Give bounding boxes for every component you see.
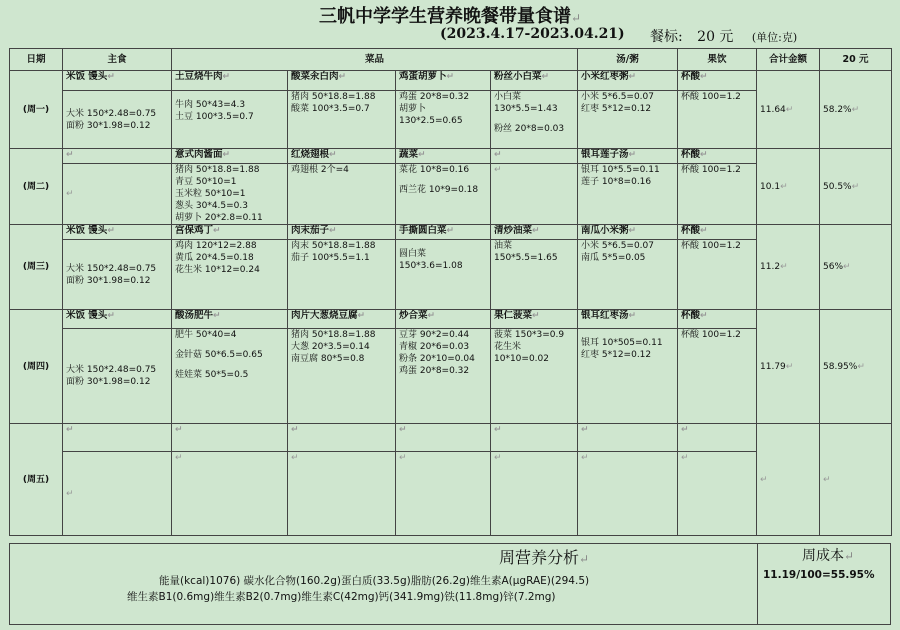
ingredient-line: 小米 5*6.5=0.07 <box>581 92 654 102</box>
total-amount-text: 11.2 <box>760 262 781 272</box>
paragraph-mark-icon: ↵ <box>213 311 221 321</box>
staple-ingredients <box>63 164 172 225</box>
staple-name <box>63 71 172 91</box>
dish-name <box>396 310 491 329</box>
fruit-name-text: 杯酸 <box>681 225 701 236</box>
dish-name <box>491 71 578 91</box>
header-fruit: 果饮 <box>678 49 757 71</box>
paragraph-mark-icon: ↵ <box>581 453 589 463</box>
ingredient-line: 青豆 50*10=1 <box>175 177 237 187</box>
total-amount-text: 11.64 <box>760 104 786 115</box>
paragraph-mark-icon: ↵ <box>628 72 637 82</box>
ingredient-line <box>494 115 574 123</box>
cost-percentage-text: 50.5% <box>823 181 852 192</box>
dish-ingredients <box>172 452 288 536</box>
soup-ingredients <box>578 329 678 424</box>
soup-name-text: 南瓜小米粥 <box>581 225 629 236</box>
dish-name-text: 鸡蛋胡萝卜 <box>399 71 447 82</box>
ingredient-line: 青椒 20*6=0.03 <box>399 342 470 352</box>
ingredient-line: 面粉 30*1.98=0.12 <box>66 120 151 131</box>
soup-name-text: 银耳莲子汤 <box>581 149 629 160</box>
soup-name-text: 银耳红枣汤 <box>581 310 629 321</box>
total-amount <box>757 424 820 536</box>
ingredient-line: 大米 150*2.48=0.75 <box>66 365 157 375</box>
ingredient-line: 花生米 10*12=0.24 <box>175 265 260 275</box>
ingredient-line: 南瓜 5*5=0.05 <box>581 253 646 263</box>
meal-standard-value: 20 元 <box>697 29 734 45</box>
dish-ingredients <box>491 452 578 536</box>
total-amount <box>757 149 820 225</box>
paragraph-mark-icon: ↵ <box>399 453 407 463</box>
dish-name <box>491 225 578 240</box>
dish-ingredients <box>396 91 491 149</box>
dish-ingredients <box>491 240 578 310</box>
paragraph-mark-icon: ↵ <box>66 150 74 160</box>
ingredient-line <box>175 91 284 99</box>
day-label: (周三) <box>10 225 63 310</box>
paragraph-mark-icon: ↵ <box>532 311 540 321</box>
paragraph-mark-icon: ↵ <box>785 104 794 115</box>
paragraph-mark-icon: ↵ <box>681 425 689 435</box>
dish-name <box>172 71 288 91</box>
paragraph-mark-icon: ↵ <box>780 181 788 192</box>
day-name-row <box>10 225 892 240</box>
ingredient-line: 大葱 20*3.5=0.14 <box>291 342 370 352</box>
dish-name-text: 手撕圆白菜 <box>399 225 447 236</box>
weekly-cost-value: 11.19/100=55.95% <box>763 569 875 581</box>
ingredient-line: 面粉 30*1.98=0.12 <box>66 377 151 387</box>
staple-name <box>63 225 172 240</box>
dish-name <box>396 225 491 240</box>
paragraph-mark-icon: ↵ <box>107 311 115 321</box>
day-name-row <box>10 310 892 329</box>
soup-name <box>578 225 678 240</box>
ingredient-line: 黄瓜 20*4.5=0.18 <box>175 253 254 263</box>
staple-name-text: 米饭 馒头 <box>66 225 108 236</box>
ingredient-line: 西兰花 10*9=0.18 <box>399 185 479 195</box>
nutrition-analysis <box>9 543 756 623</box>
soup-name <box>578 424 678 452</box>
soup-name <box>578 149 678 164</box>
paragraph-mark-icon: ↵ <box>329 226 337 236</box>
cost-percentage-text: 58.95% <box>823 361 858 372</box>
ingredient-line: 鸡肉 120*12=2.88 <box>175 241 257 251</box>
dish-ingredients <box>396 240 491 310</box>
paragraph-mark-icon: ↵ <box>291 425 299 435</box>
ingredient-line: 肉末 50*18.8=1.88 <box>291 241 376 251</box>
dish-name-text: 果仁菠菜 <box>494 310 533 321</box>
soup-ingredients <box>578 164 678 225</box>
paragraph-mark-icon: ↵ <box>446 226 455 236</box>
ingredient-line: 胡萝卜 20*2.8=0.11 <box>175 213 263 223</box>
staple-ingredients <box>63 452 172 536</box>
dish-name-text: 炒合菜 <box>399 310 428 321</box>
soup-ingredients <box>578 91 678 149</box>
unit-note: (单位:克) <box>751 31 798 44</box>
dish-ingredients <box>396 452 491 536</box>
paragraph-mark-icon: ↵ <box>357 311 366 321</box>
dish-ingredients <box>491 164 578 225</box>
ingredient-line: 银耳 10*5.5=0.11 <box>581 165 660 175</box>
dish-ingredients <box>288 452 396 536</box>
dish-ingredients <box>491 329 578 424</box>
staple-ingredients <box>63 329 172 424</box>
ingredient-line: 130*5.5=1.43 <box>494 104 558 114</box>
paragraph-mark-icon: ↵ <box>843 262 851 272</box>
paragraph-mark-icon: ↵ <box>494 425 502 435</box>
ingredient-line: 红枣 5*12=0.12 <box>581 350 652 360</box>
ingredient-line: 红枣 5*12=0.12 <box>581 104 652 114</box>
fruit-ingredients <box>678 329 757 424</box>
ingredient-line <box>399 240 487 248</box>
header-dishes: 菜品 <box>172 49 578 71</box>
ingredient-line: 小米 5*6.5=0.07 <box>581 241 654 251</box>
soup-name <box>578 71 678 91</box>
cost-percentage <box>820 310 892 424</box>
total-amount-text: 11.79 <box>760 361 786 372</box>
analysis-title <box>499 545 589 568</box>
paragraph-mark-icon: ↵ <box>329 150 337 160</box>
header-date: 日期 <box>10 49 63 71</box>
ingredient-line: 杯酸 100=1.2 <box>681 241 741 251</box>
dish-name-text: 意式肉酱面 <box>175 149 223 160</box>
fruit-name <box>678 71 757 91</box>
day-name-row <box>10 71 892 91</box>
page-title-text: 三帆中学学生营养晚餐带量食谱 <box>318 6 571 27</box>
paragraph-mark-icon: ↵ <box>107 72 115 82</box>
fruit-name <box>678 149 757 164</box>
dish-name <box>491 149 578 164</box>
dish-name <box>288 149 396 164</box>
dish-name-text: 酸汤肥牛 <box>175 310 214 321</box>
paragraph-mark-icon: ↵ <box>760 474 768 485</box>
fruit-ingredients <box>678 452 757 536</box>
analysis-title-text: 周营养分析 <box>499 548 580 567</box>
paragraph-mark-icon: ↵ <box>446 72 455 82</box>
meal-standard-label: 餐标: <box>650 29 683 45</box>
paragraph-mark-icon: ↵ <box>851 104 860 115</box>
paragraph-mark-icon: ↵ <box>700 150 708 160</box>
dish-name-text: 宫保鸡丁 <box>175 225 214 236</box>
ingredient-line: 大米 150*2.48=0.75 <box>66 108 157 119</box>
meal-standard <box>650 26 797 46</box>
ingredient-line: 土豆 100*3.5=0.7 <box>175 112 254 122</box>
dish-name <box>172 424 288 452</box>
header-20yuan: 20 元 <box>820 49 892 71</box>
ingredient-line: 杯酸 100=1.2 <box>681 92 741 102</box>
staple-ingredients <box>63 91 172 149</box>
day-name-row <box>10 424 892 452</box>
dish-name <box>288 424 396 452</box>
paragraph-mark-icon: ↵ <box>628 150 637 160</box>
ingredient-line: 油菜 <box>494 241 513 251</box>
dish-ingredients <box>288 164 396 225</box>
ingredient-line: 猪肉 50*18.8=1.88 <box>291 92 376 102</box>
paragraph-mark-icon: ↵ <box>851 181 860 192</box>
weekly-cost-title <box>802 545 854 565</box>
paragraph-mark-icon: ↵ <box>823 474 831 485</box>
ingredient-line: 猪肉 50*18.8=1.88 <box>291 330 376 340</box>
dish-name <box>288 310 396 329</box>
analysis-line-2: 维生素B1(0.6mg)维生素B2(0.7mg)维生素C(42mg)钙(341.9mg)铁(11.8mg)锌(7.2mg) <box>127 591 556 603</box>
day-label: (周一) <box>10 71 63 149</box>
day-label: (周二) <box>10 149 63 225</box>
dish-ingredients <box>288 329 396 424</box>
ingredient-line <box>175 361 284 369</box>
staple-name-text: 米饭 馒头 <box>66 71 108 82</box>
dish-name <box>396 71 491 91</box>
staple-name-text: 米饭 馒头 <box>66 310 108 321</box>
paragraph-mark-icon: ↵ <box>628 311 637 321</box>
paragraph-mark-icon: ↵ <box>66 189 74 199</box>
ingredient-line: 圆白菜 <box>399 249 427 259</box>
cost-percentage-text: 58.2% <box>823 104 852 115</box>
ingredient-line <box>175 341 284 349</box>
paragraph-mark-icon: ↵ <box>494 165 502 175</box>
ingredient-line: 150*3.6=1.08 <box>399 261 463 271</box>
header-total: 合计金额 <box>757 49 820 71</box>
dish-name <box>288 225 396 240</box>
dish-name-text: 清炒油菜 <box>494 225 533 236</box>
dish-name <box>396 424 491 452</box>
soup-ingredients <box>578 452 678 536</box>
paragraph-mark-icon: ↵ <box>175 453 183 463</box>
paragraph-mark-icon: ↵ <box>66 425 74 435</box>
ingredient-line: 杯酸 100=1.2 <box>681 330 741 340</box>
soup-name <box>578 310 678 329</box>
dish-name <box>491 310 578 329</box>
dish-ingredients <box>288 91 396 149</box>
paragraph-mark-icon: ↵ <box>857 361 865 372</box>
ingredient-line: 面粉 30*1.98=0.12 <box>66 275 151 286</box>
fruit-name <box>678 310 757 329</box>
paragraph-mark-icon: ↵ <box>66 488 74 499</box>
ingredient-line: 酸菜 100*3.5=0.7 <box>291 104 370 114</box>
dish-name-text: 粉丝小白菜 <box>494 71 542 82</box>
ingredient-line: 茄子 100*5.5=1.1 <box>291 253 370 263</box>
fruit-ingredients <box>678 91 757 149</box>
total-amount-text: 10.1 <box>760 181 781 192</box>
dish-ingredients <box>172 91 288 149</box>
staple-name <box>63 424 172 452</box>
ingredient-line: 南豆腐 80*5=0.8 <box>291 354 365 364</box>
paragraph-mark-icon: ↵ <box>844 549 855 563</box>
cost-percentage-text: 56% <box>823 262 844 272</box>
dish-name-text: 蔬菜 <box>399 149 419 160</box>
paragraph-mark-icon: ↵ <box>175 425 183 435</box>
fruit-name-text: 杯酸 <box>681 71 701 82</box>
paragraph-mark-icon: ↵ <box>291 453 299 463</box>
ingredient-line: 花生米 <box>494 342 522 352</box>
ingredient-line: 130*2.5=0.65 <box>399 116 463 126</box>
ingredient-line: 胡萝卜 <box>399 104 427 114</box>
ingredient-line: 菜花 10*8=0.16 <box>399 165 470 175</box>
dish-ingredients <box>396 164 491 225</box>
paragraph-mark-icon: ↵ <box>628 226 637 236</box>
ingredient-line: 鸡蛋 20*8=0.32 <box>399 366 470 376</box>
fruit-name <box>678 424 757 452</box>
paragraph-mark-icon: ↵ <box>418 150 426 160</box>
ingredient-line <box>399 176 487 184</box>
ingredient-line: 玉米粒 50*10=1 <box>175 189 246 199</box>
dish-ingredients <box>288 240 396 310</box>
cost-percentage <box>820 225 892 310</box>
ingredient-line: 小白菜 <box>494 92 522 102</box>
dish-name <box>172 149 288 164</box>
ingredient-line: 金针菇 50*6.5=0.65 <box>175 350 263 360</box>
dish-name-text: 酸菜汆白肉 <box>291 71 339 82</box>
paragraph-mark-icon: ↵ <box>107 226 115 236</box>
paragraph-mark-icon: ↵ <box>581 425 589 435</box>
dish-ingredients <box>396 329 491 424</box>
ingredient-line: 猪肉 50*18.8=1.88 <box>175 165 260 175</box>
paragraph-mark-icon: ↵ <box>700 311 708 321</box>
dish-name-text: 肉片大葱烧豆腐 <box>291 310 358 321</box>
ingredient-line: 10*10=0.02 <box>494 354 549 364</box>
subtitle-line <box>0 26 900 46</box>
soup-name-text: 小米红枣粥 <box>581 71 629 82</box>
ingredient-line: 葱头 30*4.5=0.3 <box>175 201 248 211</box>
dish-name <box>491 424 578 452</box>
dish-name-text: 肉末茄子 <box>291 225 330 236</box>
paragraph-mark-icon: ↵ <box>213 226 221 236</box>
ingredient-line: 菠菜 150*3=0.9 <box>494 330 565 340</box>
paragraph-mark-icon: ↵ <box>700 226 708 236</box>
paragraph-mark-icon: ↵ <box>494 453 502 463</box>
ingredient-line <box>581 329 674 337</box>
paragraph-mark-icon: ↵ <box>427 311 436 321</box>
ingredient-line: 杯酸 100=1.2 <box>681 165 741 175</box>
paragraph-mark-icon: ↵ <box>222 72 231 82</box>
paragraph-mark-icon: ↵ <box>700 72 708 82</box>
paragraph-mark-icon: ↵ <box>570 11 582 25</box>
staple-name <box>63 149 172 164</box>
paragraph-mark-icon: ↵ <box>541 72 550 82</box>
total-amount <box>757 71 820 149</box>
ingredient-line: 牛肉 50*43=4.3 <box>175 100 246 110</box>
dish-ingredients <box>172 164 288 225</box>
ingredient-line: 鸡翅根 2个=4 <box>291 165 349 175</box>
day-label: (周四) <box>10 310 63 424</box>
paragraph-mark-icon: ↵ <box>681 453 689 463</box>
ingredient-line: 粉丝 20*8=0.03 <box>494 124 565 134</box>
ingredient-line: 鸡蛋 20*8=0.32 <box>399 92 470 102</box>
menu-table <box>9 48 892 536</box>
day-label: (周五) <box>10 424 63 536</box>
paragraph-mark-icon: ↵ <box>338 72 347 82</box>
ingredient-line: 莲子 10*8=0.16 <box>581 177 652 187</box>
dish-name <box>172 225 288 240</box>
day-name-row <box>10 149 892 164</box>
ingredient-line: 银耳 10*505=0.11 <box>581 338 663 348</box>
analysis-line-1: 能量(kcal)1076) 碳水化合物(160.2g)蛋白质(33.5g)脂肪(26.2g)维生素A(μgRAE)(294.5) <box>159 575 590 587</box>
date-range: (2023.4.17-2023.04.21) <box>440 26 625 42</box>
ingredient-line: 豆芽 90*2=0.44 <box>399 330 470 340</box>
staple-ingredients <box>63 240 172 310</box>
header-soup: 汤/粥 <box>578 49 678 71</box>
paragraph-mark-icon: ↵ <box>222 150 231 160</box>
paragraph-mark-icon: ↵ <box>532 226 540 236</box>
cost-percentage <box>820 424 892 536</box>
paragraph-mark-icon: ↵ <box>399 425 407 435</box>
dish-ingredients <box>172 329 288 424</box>
page-title <box>0 2 900 28</box>
fruit-name-text: 杯酸 <box>681 149 701 160</box>
dish-ingredients <box>491 91 578 149</box>
ingredient-line: 肥牛 50*40=4 <box>175 330 237 340</box>
paragraph-mark-icon: ↵ <box>780 262 788 272</box>
ingredient-line: 大米 150*2.48=0.75 <box>66 263 157 274</box>
dish-name <box>288 71 396 91</box>
paragraph-mark-icon: ↵ <box>494 150 502 160</box>
dish-name-text: 红烧翅根 <box>291 149 330 160</box>
fruit-ingredients <box>678 240 757 310</box>
total-amount <box>757 310 820 424</box>
fruit-name-text: 杯酸 <box>681 310 701 321</box>
ingredient-line: 150*5.5=1.65 <box>494 253 558 263</box>
header-staple: 主食 <box>63 49 172 71</box>
ingredient-line: 粉条 20*10=0.04 <box>399 354 475 364</box>
fruit-name <box>678 225 757 240</box>
dish-name <box>172 310 288 329</box>
weekly-cost-title-text: 周成本 <box>802 548 844 564</box>
dish-name-text: 土豆烧牛肉 <box>175 71 223 82</box>
weekly-cost <box>757 543 891 623</box>
paragraph-mark-icon: ↵ <box>579 552 590 566</box>
ingredient-line: 娃娃菜 50*5=0.5 <box>175 370 249 380</box>
menu-body <box>10 71 892 536</box>
total-amount <box>757 225 820 310</box>
soup-ingredients <box>578 240 678 310</box>
fruit-ingredients <box>678 164 757 225</box>
cost-percentage <box>820 71 892 149</box>
cost-percentage <box>820 149 892 225</box>
dish-ingredients <box>172 240 288 310</box>
dish-name <box>396 149 491 164</box>
staple-name <box>63 310 172 329</box>
paragraph-mark-icon: ↵ <box>785 361 794 372</box>
